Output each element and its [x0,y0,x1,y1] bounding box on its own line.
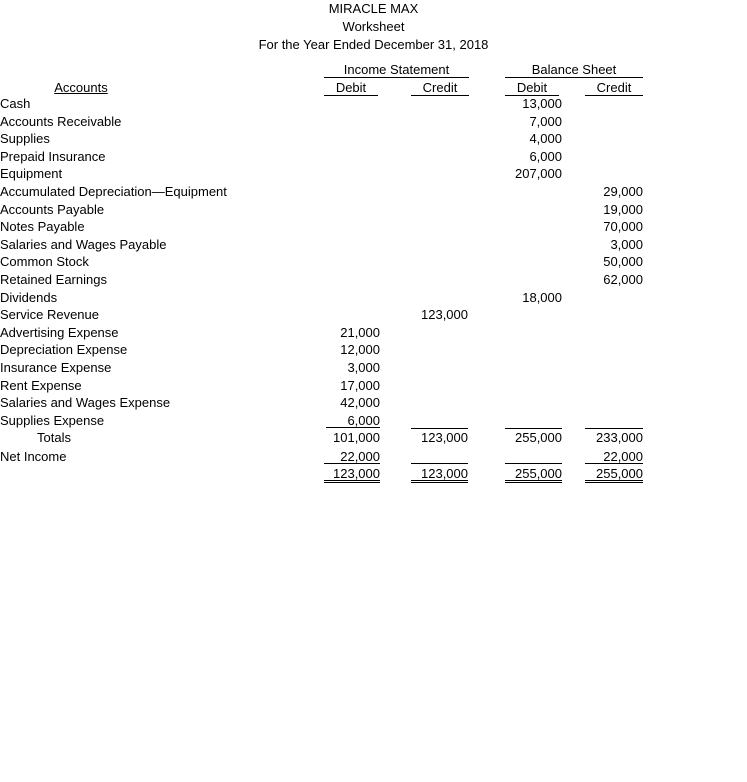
bs-debit-header: Debit [516,80,548,95]
grand-total-is-credit-rule-1 [411,480,468,481]
balance-sheet-header-rule [505,77,643,78]
grand-total-is-debit-rule-2 [324,482,380,483]
income-statement-header-rule [324,77,469,78]
net-income-is-credit-blank [411,463,468,464]
net-income-is-debit-rule [324,463,380,464]
grand-total-bs-credit: 255,000 [596,466,643,481]
amount-is-debit: 17,000 [340,377,380,393]
account-name: Notes Payable [0,219,85,235]
account-name: Salaries and Wages Expense [0,395,171,411]
grand-total-bs-credit-rule-2 [585,482,643,483]
is-debit-header-rule [324,95,378,96]
account-name: Service Revenue [0,307,99,323]
report-period: For the Year Ended December 31, 2018 [258,37,489,52]
account-name: Depreciation Expense [0,342,128,358]
net-income-bs-credit: 22,000 [603,449,643,464]
income-statement-header: Income Statement [343,62,450,77]
account-name: Common Stock [0,254,89,270]
is-credit-header-rule [411,95,469,96]
amount-bs-credit: 62,000 [603,272,643,287]
grand-total-is-debit-rule-1 [324,480,380,481]
amount-bs-debit: 6,000 [529,148,562,164]
totals-bs-debit: 255,000 [515,430,562,445]
bs-credit-header-rule [585,95,643,96]
account-name: Accumulated Depreciation—Equipment [0,184,227,199]
amount-bs-debit: 7,000 [529,113,562,129]
grand-total-bs-debit: 255,000 [515,466,562,481]
amount-is-debit: 3,000 [347,360,380,375]
bs-debit-total-rule [505,428,562,429]
account-name: Accounts Receivable [0,113,122,129]
account-name: Cash [0,96,31,111]
net-income-label: Net Income [0,449,67,464]
grand-total-is-debit: 123,000 [333,466,380,481]
grand-total-is-credit: 123,000 [421,466,468,481]
balance-sheet-header: Balance Sheet [531,62,617,77]
net-income-bs-credit-rule [585,463,643,464]
amount-bs-credit: 29,000 [603,184,643,199]
totals-is-debit: 101,000 [333,430,380,445]
account-name: Retained Earnings [0,272,107,287]
amount-is-debit: 42,000 [340,395,380,411]
amount-bs-credit: 70,000 [603,219,643,235]
account-name: Supplies [0,131,50,147]
company-name: MIRACLE MAX [328,1,419,16]
amount-bs-credit: 19,000 [603,201,643,217]
bs-credit-header: Credit [596,80,632,95]
amount-is-debit: 6,000 [347,412,380,428]
account-name: Rent Expense [0,377,82,393]
account-name: Salaries and Wages Payable [0,236,167,252]
account-name: Prepaid Insurance [0,148,106,164]
amount-bs-debit: 207,000 [515,166,562,182]
grand-total-bs-credit-rule-1 [585,480,643,481]
account-name: Accounts Payable [0,201,105,217]
is-debit-header: Debit [335,80,367,95]
amount-bs-credit: 3,000 [610,236,643,252]
grand-total-bs-debit-rule-1 [505,480,562,481]
amount-bs-debit: 18,000 [522,289,562,305]
amount-bs-credit: 50,000 [603,254,643,270]
is-credit-total-rule [411,428,468,429]
is-debit-subtotal-rule [326,427,380,428]
bs-credit-total-rule [585,428,643,429]
totals-label: Totals [37,430,71,445]
report-title: Worksheet [342,19,405,34]
totals-bs-credit: 233,000 [596,430,643,445]
amount-is-debit: 21,000 [340,324,380,340]
account-name: Equipment [0,166,63,182]
totals-is-credit: 123,000 [421,430,468,445]
is-credit-header: Credit [422,80,458,95]
amount-is-debit: 12,000 [340,342,380,358]
amount-is-credit: 123,000 [421,307,468,323]
grand-total-bs-debit-rule-2 [505,482,562,483]
accounts-header: Accounts [54,80,108,95]
account-name: Dividends [0,289,58,305]
grand-total-is-credit-rule-2 [411,482,468,483]
amount-bs-debit: 4,000 [529,131,562,147]
amount-bs-debit: 13,000 [522,96,562,111]
account-name: Advertising Expense [0,324,119,340]
account-name: Supplies Expense [0,412,105,428]
net-income-bs-debit-blank [505,463,562,464]
net-income-is-debit: 22,000 [340,449,380,464]
account-name: Insurance Expense [0,360,112,375]
